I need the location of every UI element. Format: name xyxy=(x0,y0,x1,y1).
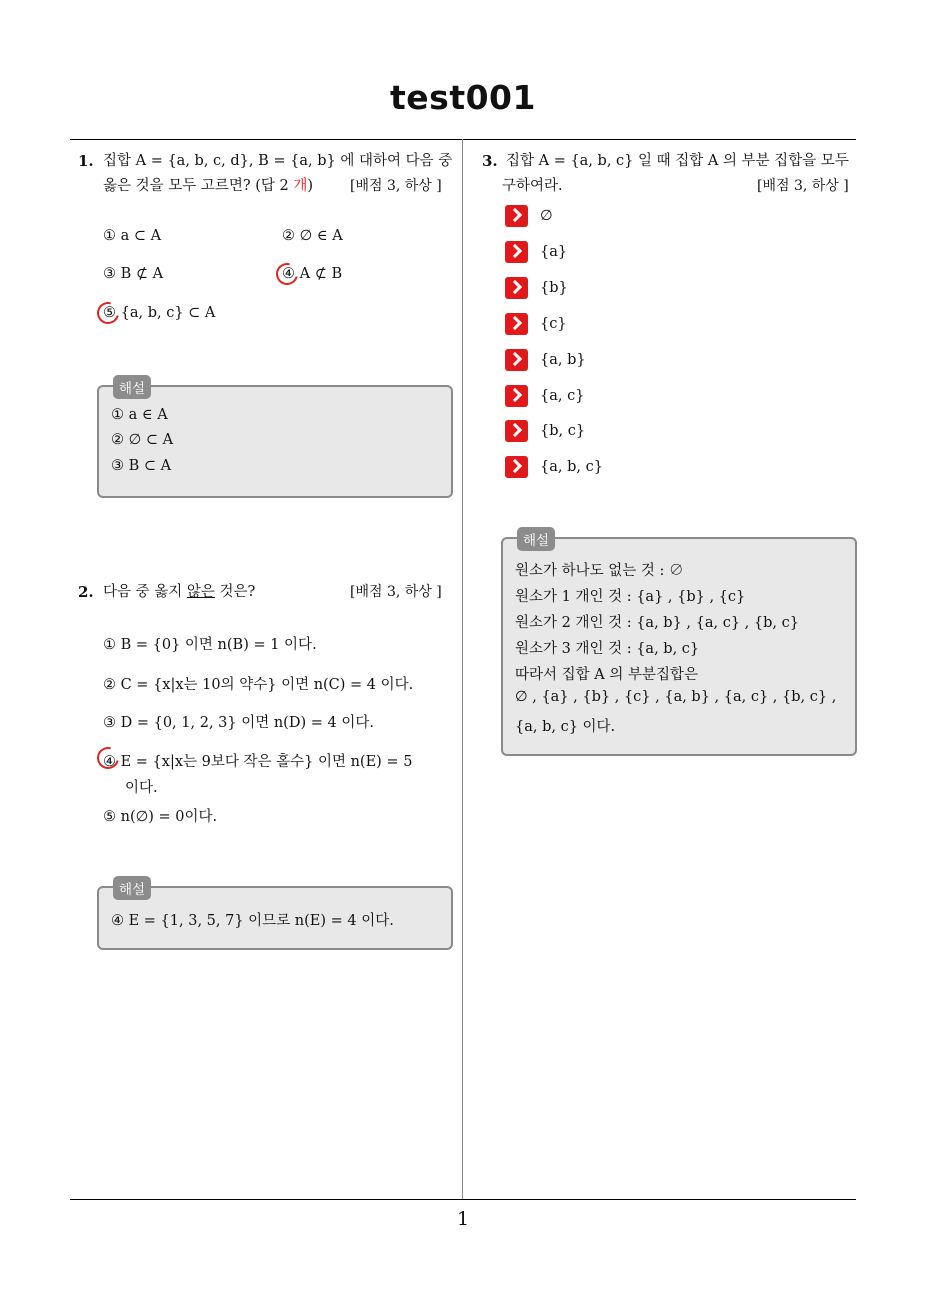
subset-text: {c} xyxy=(540,316,567,332)
text: ) xyxy=(307,178,314,194)
subset-text: {b} xyxy=(540,280,568,296)
subset-text: {a, c} xyxy=(540,388,585,404)
chevron-right-icon xyxy=(505,277,528,299)
page-number: 1 xyxy=(456,1208,470,1230)
explanation-box-1 xyxy=(97,381,453,498)
choice-2[interactable]: ② ∅ ∈ A xyxy=(282,228,343,244)
text: 다음 중 옳지 xyxy=(103,584,187,600)
subset-item xyxy=(505,205,553,227)
question-text-line-2 xyxy=(103,174,313,199)
explanation-line: 원소가 1 개인 것 : {a} , {b} , {c} xyxy=(515,589,746,605)
question-text-line-2: 구하여라. xyxy=(502,178,563,194)
highlight-text: 개 xyxy=(293,178,308,194)
choice-2[interactable]: ② C = {x|x는 10의 약수} 이면 n(C) = 4 이다. xyxy=(103,677,414,693)
chevron-right-icon xyxy=(505,456,528,478)
question-text-line-1: 집합 A = {a, b, c} 일 때 집합 A 의 부분 집합을 모두 xyxy=(506,153,849,169)
subset-text: {b, c} xyxy=(540,423,586,439)
question-text-line-1: 집합 A = {a, b, c, d}, B = {a, b} 에 대하여 다음 중 xyxy=(103,153,453,169)
subset-item xyxy=(505,420,585,442)
chevron-right-icon xyxy=(505,241,528,263)
choice-4[interactable]: ④ A ⊄ B xyxy=(282,266,343,282)
score-label: [배점 3, 하상 ] xyxy=(350,178,442,194)
page-title: test001 xyxy=(390,78,536,117)
choice-3[interactable]: ③ B ⊄ A xyxy=(103,266,164,282)
choice-1[interactable]: ① B = {0} 이면 n(B) = 1 이다. xyxy=(103,637,317,653)
explanation-tab: 해설 xyxy=(517,527,555,551)
explanation-line: ∅ , {a} , {b} , {c} , {a, b} , {a, c} , {b, c} , xyxy=(515,689,837,705)
explanation-line: ② ∅ ⊂ A xyxy=(111,432,174,448)
chevron-right-icon xyxy=(505,349,528,371)
subset-item xyxy=(505,385,584,407)
explanation-line: ③ B ⊂ A xyxy=(111,458,172,474)
chevron-right-icon xyxy=(505,205,528,227)
choice-4[interactable]: ④ E = {x|x는 9보다 작은 홀수} 이면 n(E) = 5 xyxy=(103,754,413,770)
choice-4-continued: 이다. xyxy=(125,780,158,796)
score-label: [배점 3, 하상 ] xyxy=(757,178,849,194)
explanation-tab: 해설 xyxy=(113,375,151,399)
choice-3[interactable]: ③ D = {0, 1, 2, 3} 이면 n(D) = 4 이다. xyxy=(103,715,374,731)
explanation-tab: 해설 xyxy=(113,876,151,900)
subset-text: {a, b, c} xyxy=(540,459,603,475)
subset-item xyxy=(505,313,567,335)
explanation-box-3 xyxy=(501,533,857,756)
subset-item xyxy=(505,277,568,299)
bottom-rule xyxy=(70,1199,856,1200)
chevron-right-icon xyxy=(505,385,528,407)
explanation-line: ④ E = {1, 3, 5, 7} 이므로 n(E) = 4 이다. xyxy=(111,913,394,929)
chevron-right-icon xyxy=(505,313,528,335)
explanation-line: 원소가 3 개인 것 : {a, b, c} xyxy=(515,641,700,657)
subset-item xyxy=(505,241,567,263)
score-label: [배점 3, 하상 ] xyxy=(350,584,442,600)
text: 것은? xyxy=(214,584,256,600)
question-number: 1. xyxy=(78,152,94,170)
explanation-line: 따라서 집합 A 의 부분집합은 xyxy=(515,667,698,683)
top-rule xyxy=(70,139,856,140)
underlined-text: 않은 xyxy=(186,584,215,600)
subset-item xyxy=(505,456,603,478)
question-number: 2. xyxy=(78,583,94,601)
explanation-line: 원소가 하나도 없는 것 : ∅ xyxy=(515,563,684,579)
choice-1[interactable]: ① a ⊂ A xyxy=(103,228,162,244)
subset-text: {a, b} xyxy=(540,352,586,368)
explanation-box-2 xyxy=(97,882,453,950)
question-text xyxy=(103,580,255,605)
text: 옳은 것을 모두 고르면? (답 2 xyxy=(103,178,294,194)
subset-text: ∅ xyxy=(540,208,553,224)
subset-item xyxy=(505,349,586,371)
column-divider xyxy=(462,139,463,1200)
question-number: 3. xyxy=(482,152,498,170)
explanation-line: ① a ∈ A xyxy=(111,407,168,423)
choice-5[interactable]: ⑤ {a, b, c} ⊂ A xyxy=(103,305,216,321)
subset-text: {a} xyxy=(540,244,568,260)
explanation-line: 원소가 2 개인 것 : {a, b} , {a, c} , {b, c} xyxy=(515,615,799,631)
explanation-line: {a, b, c} 이다. xyxy=(515,719,616,735)
chevron-right-icon xyxy=(505,420,528,442)
choice-5[interactable]: ⑤ n(∅) = 0이다. xyxy=(103,809,218,825)
